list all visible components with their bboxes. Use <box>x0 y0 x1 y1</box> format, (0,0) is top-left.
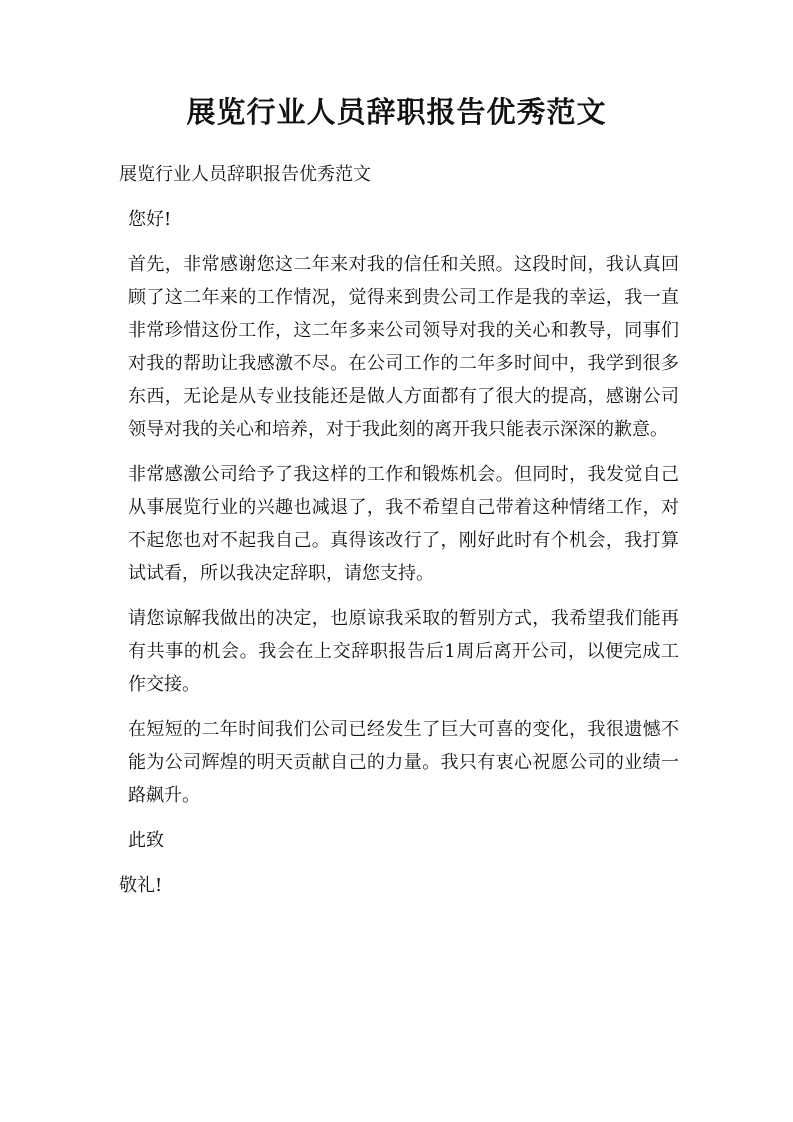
paragraph-3: 请您谅解我做出的决定，也原谅我采取的暂别方式，我希望我们能再有共事的机会。我会在上交辞职报告后1周后离开公司，以便完成工作交接。 <box>128 608 679 695</box>
greeting: 您好! <box>128 209 172 230</box>
paragraph-2: 非常感激公司给予了我这样的工作和锻炼机会。但同时，我发觉自己从事展览行业的兴趣也减退了，我不希望自己带着这种情绪工作，对不起您也对不起我自己。真得该改行了，刚好此时有个机会，我打算试试看，所以我决定辞职，请您支持。 <box>128 464 679 584</box>
paragraph-4: 在短短的二年时间我们公司已经发生了巨大可喜的变化，我很遗憾不能为公司辉煌的明天贡献自己的力量。我只有衷心祝愿公司的业绩一路飙升。 <box>128 719 679 806</box>
document-subtitle: 展览行业人员辞职报告优秀范文 <box>119 164 371 185</box>
document-title: 展览行业人员辞职报告优秀范文 <box>186 95 607 129</box>
closing-regards: 敬礼! <box>119 875 163 896</box>
document-body <box>119 158 679 914</box>
paragraph-1: 首先，非常感谢您这二年来对我的信任和关照。这段时间，我认真回顾了这二年来的工作情况，觉得来到贵公司工作是我的幸运，我一直非常珍惜这份工作，这二年多来公司领导对我的关心和教导，同事们对我的帮助让我感激不尽。在公司工作的二年多时间中，我学到很多东西，无论是从专业技能还是做人方面都有了很大的提高，感谢公司领导对我的关心和培养，对于我此刻的离开我只能表示深深的歉意。 <box>128 254 679 440</box>
closing-salutation: 此致 <box>128 830 164 851</box>
